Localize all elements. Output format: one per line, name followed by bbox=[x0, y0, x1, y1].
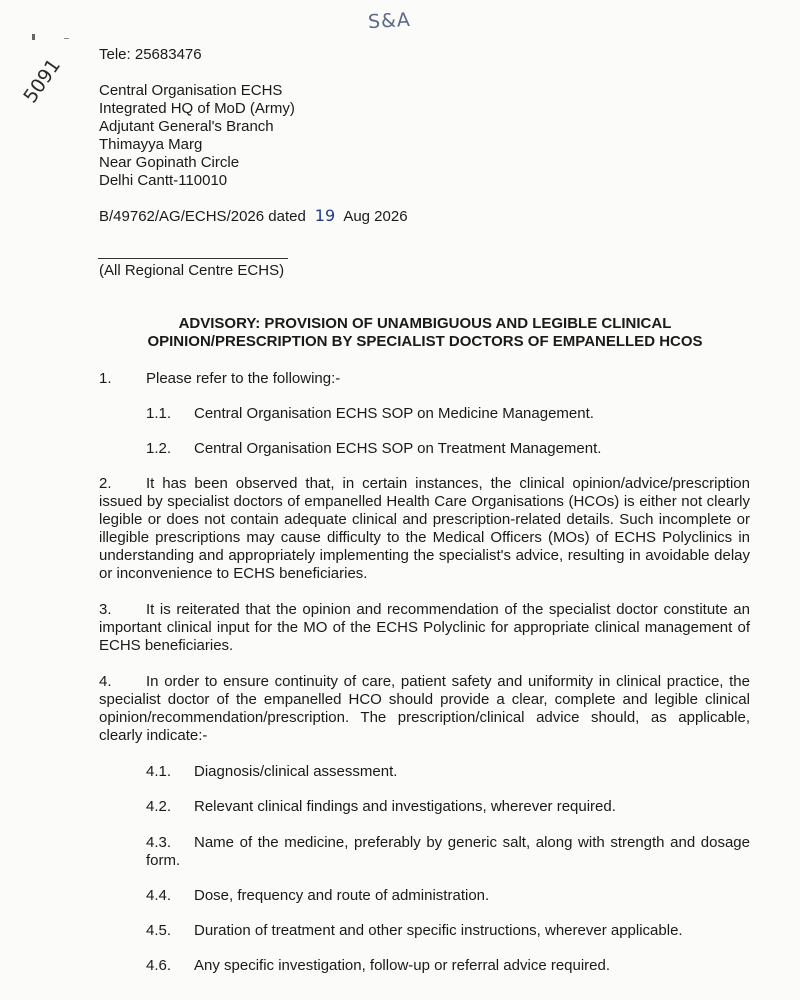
item-text: Relevant clinical findings and investigations, wherever required. bbox=[194, 798, 616, 815]
para-number: 4. bbox=[99, 673, 112, 690]
advisory-title-line-1: ADVISORY: PROVISION OF UNAMBIGUOUS AND LEGIBLE CLINICAL bbox=[178, 315, 672, 332]
handwritten-date-day: 19 bbox=[314, 206, 336, 225]
reference-prefix: B/49762/AG/ECHS/2026 dated bbox=[99, 208, 306, 225]
item-number: 1.2. bbox=[146, 440, 172, 457]
item-text: Any specific investigation, follow-up or referral advice required. bbox=[194, 957, 611, 974]
punch-mark-2 bbox=[64, 38, 69, 39]
addressee: (All Regional Centre ECHS) bbox=[99, 262, 285, 279]
list-item bbox=[146, 834, 750, 870]
item-number: 4.2. bbox=[146, 798, 172, 815]
address-line: Delhi Cantt-110010 bbox=[99, 172, 228, 189]
handwritten-top-mark: S&A bbox=[367, 8, 412, 34]
item-number: 4.6. bbox=[146, 957, 172, 974]
address-line: Adjutant General's Branch bbox=[99, 118, 274, 135]
item-number: 4.1. bbox=[146, 763, 172, 780]
para-1-text: Please refer to the following:- bbox=[146, 370, 341, 387]
item-text: Dose, frequency and route of administration. bbox=[194, 887, 490, 904]
para-number: 2. bbox=[99, 475, 112, 492]
para-text: In order to ensure continuity of care, patient safety and uniformity in clinical practice, the specialist doctor of the empanelled HCO should provide a clear, complete and legible clinical opinion/recommendation/prescription. The prescription/clinical advice should, as applicable, clearly indicate:- bbox=[99, 673, 750, 744]
telephone-line: Tele: 25683476 bbox=[99, 46, 202, 63]
item-text: Central Organisation ECHS SOP on Medicine Management. bbox=[194, 405, 594, 422]
item-text: Diagnosis/clinical assessment. bbox=[194, 763, 398, 780]
addressee-underline bbox=[98, 258, 288, 259]
para-1-number: 1. bbox=[99, 370, 112, 387]
item-number: 4.3. bbox=[146, 834, 172, 851]
item-number: 4.4. bbox=[146, 887, 172, 904]
advisory-title-line-2: OPINION/PRESCRIPTION BY SPECIALIST DOCTORS OF EMPANELLED HCOS bbox=[147, 333, 703, 350]
handwritten-side-number: 5091 bbox=[19, 54, 66, 108]
address-line: Central Organisation ECHS bbox=[99, 82, 283, 99]
address-line: Thimayya Marg bbox=[99, 136, 203, 153]
punch-mark bbox=[32, 34, 35, 40]
para-text: It has been observed that, in certain instances, the clinical opinion/advice/prescription issued by specialist doctors of empanelled Health Care Organisations (HCOs) is either not clearly legible or does not contain adequate clinical and prescription-related details. Such incomplete or illegible prescriptions may cause difficulty to the Medical Officers (MOs) of ECHS Polyclinics in understanding and appropriately implementing the specialist's advice, resulting in avoidable delay or inconvenience to ECHS beneficiaries. bbox=[99, 475, 750, 582]
item-number: 1.1. bbox=[146, 405, 172, 422]
reference-number bbox=[99, 207, 408, 226]
item-text: Name of the medicine, preferably by generic salt, along with strength and dosage form. bbox=[146, 834, 750, 869]
para-number: 3. bbox=[99, 601, 112, 618]
para-2 bbox=[99, 475, 750, 583]
para-text: It is reiterated that the opinion and recommendation of the specialist doctor constitute an important clinical input for the MO of the ECHS Polyclinic for appropriate clinical management of ECHS beneficiaries. bbox=[99, 601, 750, 654]
reference-suffix: Aug 2026 bbox=[343, 208, 408, 225]
item-number: 4.5. bbox=[146, 922, 172, 939]
item-text: Central Organisation ECHS SOP on Treatment Management. bbox=[194, 440, 602, 457]
para-4 bbox=[99, 673, 750, 745]
address-line: Integrated HQ of MoD (Army) bbox=[99, 100, 295, 117]
address-line: Near Gopinath Circle bbox=[99, 154, 240, 171]
para-3 bbox=[99, 601, 750, 655]
item-text: Duration of treatment and other specific instructions, wherever applicable. bbox=[194, 922, 683, 939]
